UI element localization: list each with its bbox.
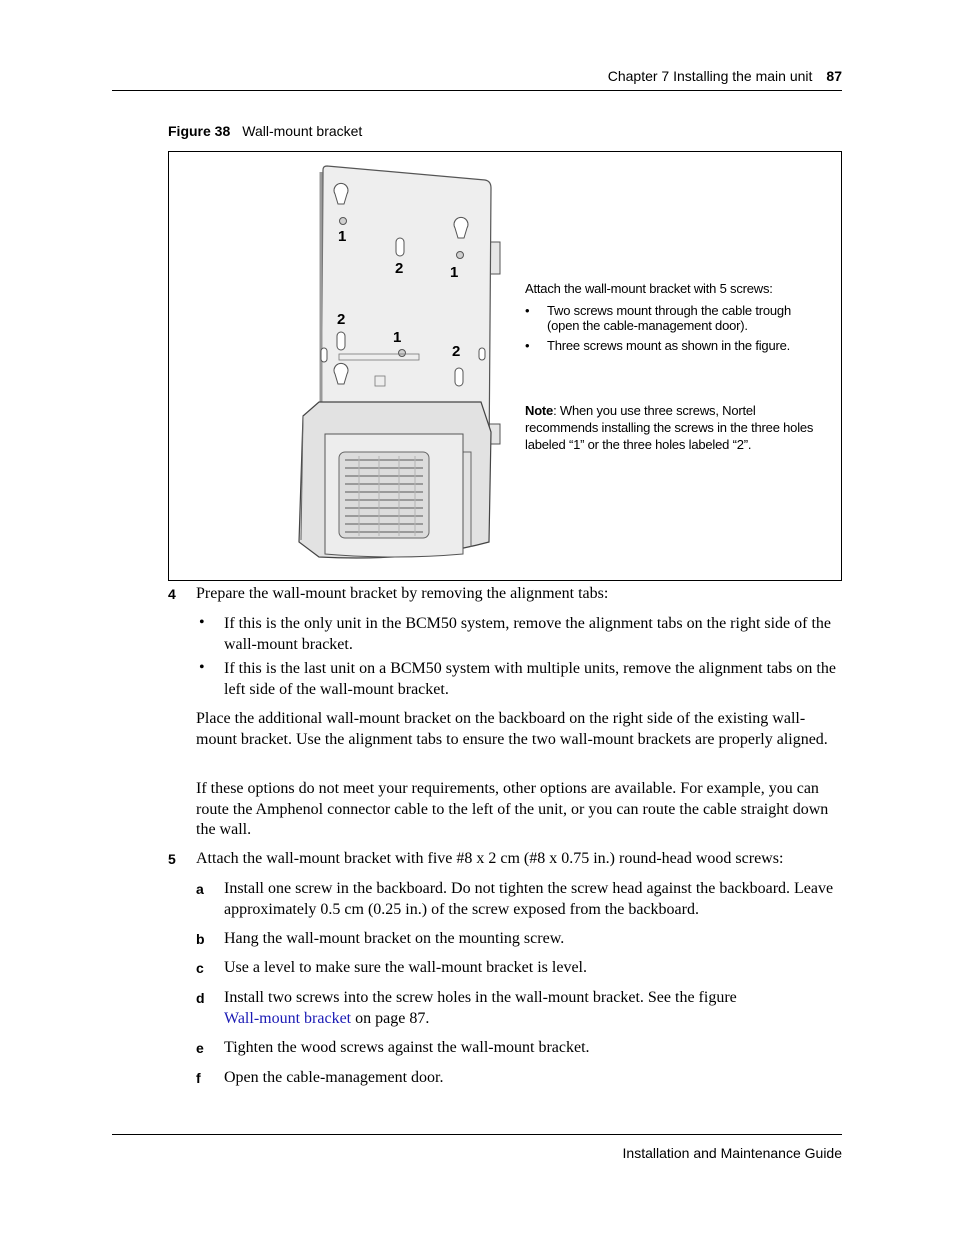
substep-text-part: Install two screws into the screw holes in the wall-mount bracket. See the figure (224, 989, 737, 1006)
running-footer: Installation and Maintenance Guide (622, 1145, 842, 1161)
running-header (608, 68, 842, 84)
substep-text: Open the cable-management door. (224, 1069, 444, 1086)
substep-letter: a (196, 881, 204, 897)
wall-mount-bracket-link[interactable]: Wall-mount bracket (224, 1009, 352, 1027)
substep-letter: b (196, 931, 205, 947)
substep-letter: f (196, 1070, 201, 1086)
header-rule (112, 90, 842, 91)
wall-mount-bracket-illustration (295, 162, 505, 567)
substep-text (224, 988, 844, 1029)
substep-letter: c (196, 960, 204, 976)
figure-caption (168, 123, 362, 139)
substep-text: Hang the wall-mount bracket on the mounting screw. (224, 930, 565, 947)
callout-note (525, 402, 815, 453)
chapter-title: Chapter 7 Installing the main unit (607, 68, 813, 84)
callout-bullet (525, 303, 825, 333)
substep-letter: d (196, 990, 205, 1006)
callout-intro: Attach the wall-mount bracket with 5 screws: (525, 281, 773, 296)
substep-text: Install one screw in the backboard. Do not tighten the screw head against the backboard. Leave approximately 0.5 cm (0.25 in.) of the screw exposed from the backboard. (224, 880, 834, 918)
hole-label-1: 1 (450, 264, 459, 281)
bullet-dot: • (199, 659, 205, 676)
callout-bullet-text: Three screws mount as shown in the figure. (547, 338, 791, 353)
substep-letter: e (196, 1040, 204, 1056)
substep-text: Tighten the wood screws against the wall-mount bracket. (224, 1039, 590, 1056)
hole-label-1: 1 (338, 228, 347, 245)
figure-label: Figure 38 (168, 123, 231, 139)
page-number: 87 (826, 68, 842, 84)
paragraph: Place the additional wall-mount bracket on the backboard on the right side of the existing wall-mount bracket. Use the alignment tabs to ensure the two wall-mount brackets are properly aligned. (196, 710, 828, 748)
bullet-dot: • (199, 614, 205, 631)
footer-rule (112, 1134, 842, 1135)
substep-text: Use a level to make sure the wall-mount bracket is level. (224, 959, 587, 976)
step-text: Prepare the wall-mount bracket by removing the alignment tabs: (196, 585, 609, 602)
substep-text-part: on page 87. (351, 1009, 430, 1027)
figure-title: Wall-mount bracket (242, 123, 363, 139)
paragraph: If these options do not meet your requirements, other options are available. For example, you can route the Amphenol connector cable to the left of the unit, or you can route the cable straight down the wall. (196, 780, 829, 838)
step-number: 4 (168, 586, 176, 602)
bullet-dot: • (525, 303, 530, 318)
note-text: : When you use three screws, Nortel recommends installing the screws in the three holes labeled “1” or the three holes labeled “2”. (525, 403, 814, 452)
step-number: 5 (168, 851, 176, 867)
hole-label-1: 1 (393, 329, 402, 346)
step-text: Attach the wall-mount bracket with five #8 x 2 cm (#8 x 0.75 in.) round-head wood screws: (196, 850, 784, 867)
hole-label-2: 2 (452, 343, 461, 360)
hole-label-2: 2 (395, 260, 404, 277)
callout-bullet (525, 338, 825, 353)
bullet-dot: • (525, 338, 530, 353)
bullet-text: If this is the last unit on a BCM50 system with multiple units, remove the alignment tabs on the left side of the wall-mount bracket. (224, 660, 836, 698)
hole-label-2: 2 (337, 311, 346, 328)
note-label: Note (525, 403, 554, 418)
callout-bullet-text: Two screws mount through the cable trough (open the cable-management door). (547, 303, 791, 333)
bullet-text: If this is the only unit in the BCM50 system, remove the alignment tabs on the right side of the wall-mount bracket. (224, 615, 832, 653)
figure-frame (168, 151, 842, 581)
